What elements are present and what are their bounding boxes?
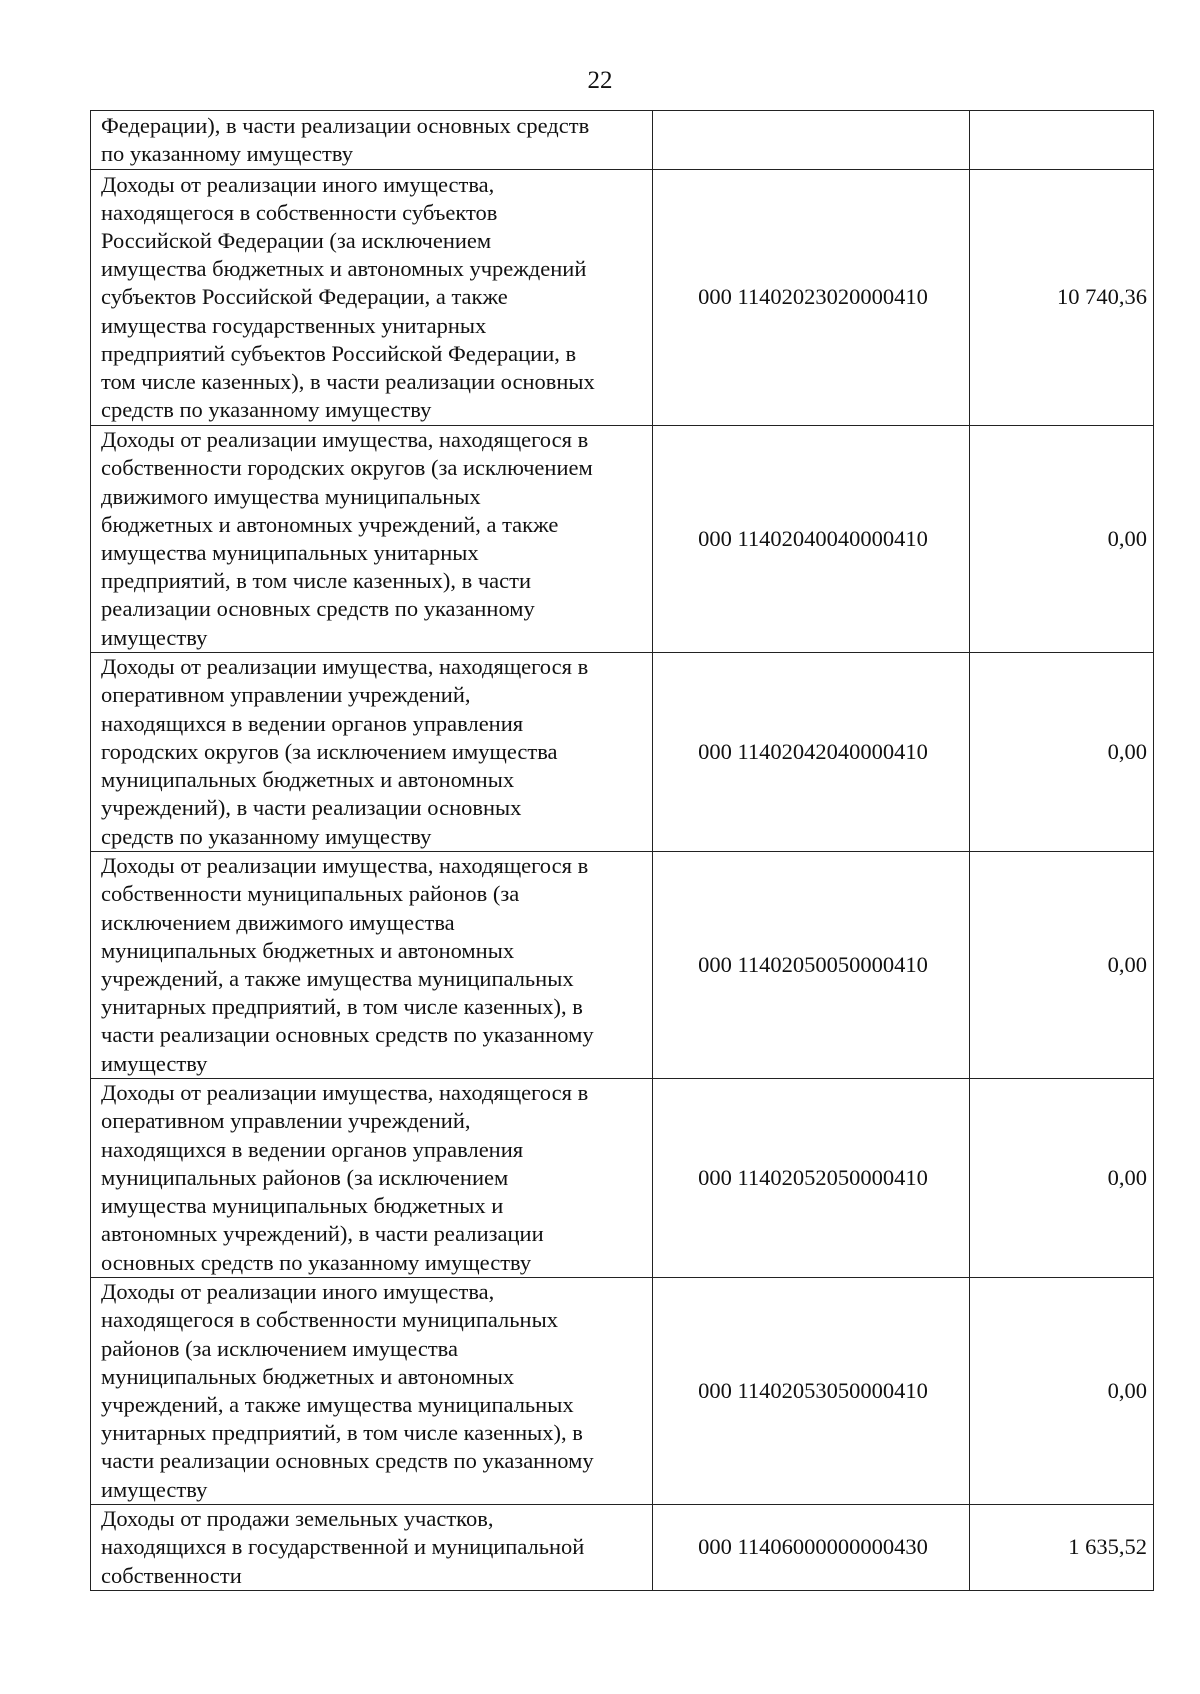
income-description-cell (91, 1505, 653, 1591)
description-line: оперативном управлении учреждений, (101, 1108, 471, 1134)
description-line: собственности (101, 1562, 242, 1588)
description-line: учреждений), в части реализации основных (101, 795, 522, 821)
description-line: Доходы от продажи земельных участков, (101, 1506, 494, 1532)
description-line: городских округов (за исключением имущества (101, 738, 558, 764)
description-line: движимого имущества муниципальных (101, 483, 481, 509)
table-row (91, 852, 1154, 1079)
description-line: имущества муниципальных бюджетных и (101, 1193, 504, 1219)
income-description-cell (91, 1079, 653, 1278)
description-line: учреждений, а также имущества муниципальных (101, 1392, 574, 1417)
amount-cell: 10 740,36 (970, 170, 1154, 426)
income-description-cell (91, 426, 653, 653)
budget-code-cell: 000 11406000000000430 (653, 1505, 970, 1591)
table-row (91, 170, 1154, 426)
income-description-cell (91, 653, 653, 852)
description-line: предприятий субъектов Российской Федерации, в (101, 340, 577, 366)
table-row (91, 1079, 1154, 1278)
description-line: по указанному имуществу (101, 141, 353, 166)
amount-cell (970, 111, 1154, 170)
budget-code-cell: 000 11402053050000410 (653, 1278, 970, 1505)
amount-cell: 0,00 (970, 426, 1154, 653)
description-line: учреждений, а также имущества муниципальных (101, 966, 574, 991)
description-line: имущества бюджетных и автономных учреждений (101, 256, 587, 282)
description-line: находящегося в собственности субъектов (101, 199, 498, 225)
description-line: предприятий, в том числе казенных), в части (101, 568, 531, 594)
description-line: собственности муниципальных районов (за (101, 881, 520, 907)
description-line: оперативном управлении учреждений, (101, 682, 471, 708)
income-description-cell (91, 170, 653, 426)
description-line: Федерации), в части реализации основных средств (101, 112, 590, 138)
description-line: районов (за исключением имущества (101, 1335, 458, 1361)
description-line: основных средств по указанному имуществу (101, 1249, 532, 1275)
description-line: находящихся в государственной и муниципальной (101, 1534, 585, 1560)
amount-cell: 0,00 (970, 852, 1154, 1079)
description-line: Российской Федерации (за исключением (101, 227, 492, 253)
amount-cell: 0,00 (970, 653, 1154, 852)
description-line: муниципальных бюджетных и автономных (101, 1363, 515, 1389)
description-line: имуществу (101, 1050, 208, 1076)
description-line: собственности городских округов (за исключением (101, 455, 593, 481)
amount-cell: 1 635,52 (970, 1505, 1154, 1591)
description-line: имущества государственных унитарных (101, 312, 487, 338)
budget-code-cell (653, 111, 970, 170)
revenue-table (90, 110, 1154, 1591)
description-line: части реализации основных средств по указанному (101, 1448, 594, 1474)
description-line: имуществу (101, 1476, 208, 1502)
description-line: находящегося в собственности муниципальных (101, 1307, 558, 1333)
budget-code-cell: 000 11402023020000410 (653, 170, 970, 426)
budget-code-cell: 000 11402040040000410 (653, 426, 970, 653)
description-line: Доходы от реализации иного имущества, (101, 171, 495, 197)
description-line: Доходы от реализации имущества, находящегося в (101, 1080, 589, 1106)
description-line: муниципальных бюджетных и автономных (101, 767, 515, 793)
budget-code-cell: 000 11402050050000410 (653, 852, 970, 1079)
description-line: находящихся в ведении органов управления (101, 710, 524, 736)
budget-code-cell: 000 11402042040000410 (653, 653, 970, 852)
description-line: части реализации основных средств по указанному (101, 1022, 594, 1048)
description-line: Доходы от реализации имущества, находящегося в (101, 427, 589, 453)
description-line: находящихся в ведении органов управления (101, 1136, 524, 1162)
budget-code-cell: 000 11402052050000410 (653, 1079, 970, 1278)
table-row (91, 426, 1154, 653)
description-line: реализации основных средств по указанному (101, 596, 535, 622)
description-line: имущества муниципальных унитарных (101, 540, 479, 565)
description-line: Доходы от реализации имущества, находящегося в (101, 654, 589, 680)
amount-cell: 0,00 (970, 1278, 1154, 1505)
description-line: том числе казенных), в части реализации основных (101, 369, 595, 394)
description-line: субъектов Российской Федерации, а также (101, 284, 508, 310)
income-description-cell (91, 1278, 653, 1505)
amount-cell: 0,00 (970, 1079, 1154, 1278)
description-line: имуществу (101, 624, 208, 650)
description-line: унитарных предприятий, в том числе казенных), в (101, 1420, 583, 1446)
income-description-cell (91, 852, 653, 1079)
table-row (91, 1278, 1154, 1505)
description-line: средств по указанному имуществу (101, 823, 432, 849)
description-line: Доходы от реализации имущества, находящегося в (101, 853, 589, 879)
table-row (91, 111, 1154, 170)
description-line: унитарных предприятий, в том числе казенных), в (101, 994, 583, 1020)
income-description-cell (91, 111, 653, 170)
revenue-table-body (91, 111, 1154, 1591)
description-line: средств по указанному имуществу (101, 397, 432, 423)
description-line: Доходы от реализации иного имущества, (101, 1279, 495, 1305)
table-row (91, 653, 1154, 852)
page-number: 22 (587, 67, 613, 94)
description-line: муниципальных бюджетных и автономных (101, 937, 515, 963)
description-line: бюджетных и автономных учреждений, а также (101, 511, 559, 537)
table-row (91, 1505, 1154, 1591)
description-line: автономных учреждений), в части реализации (101, 1221, 544, 1247)
description-line: исключением движимого имущества (101, 909, 455, 935)
description-line: муниципальных районов (за исключением (101, 1164, 509, 1190)
